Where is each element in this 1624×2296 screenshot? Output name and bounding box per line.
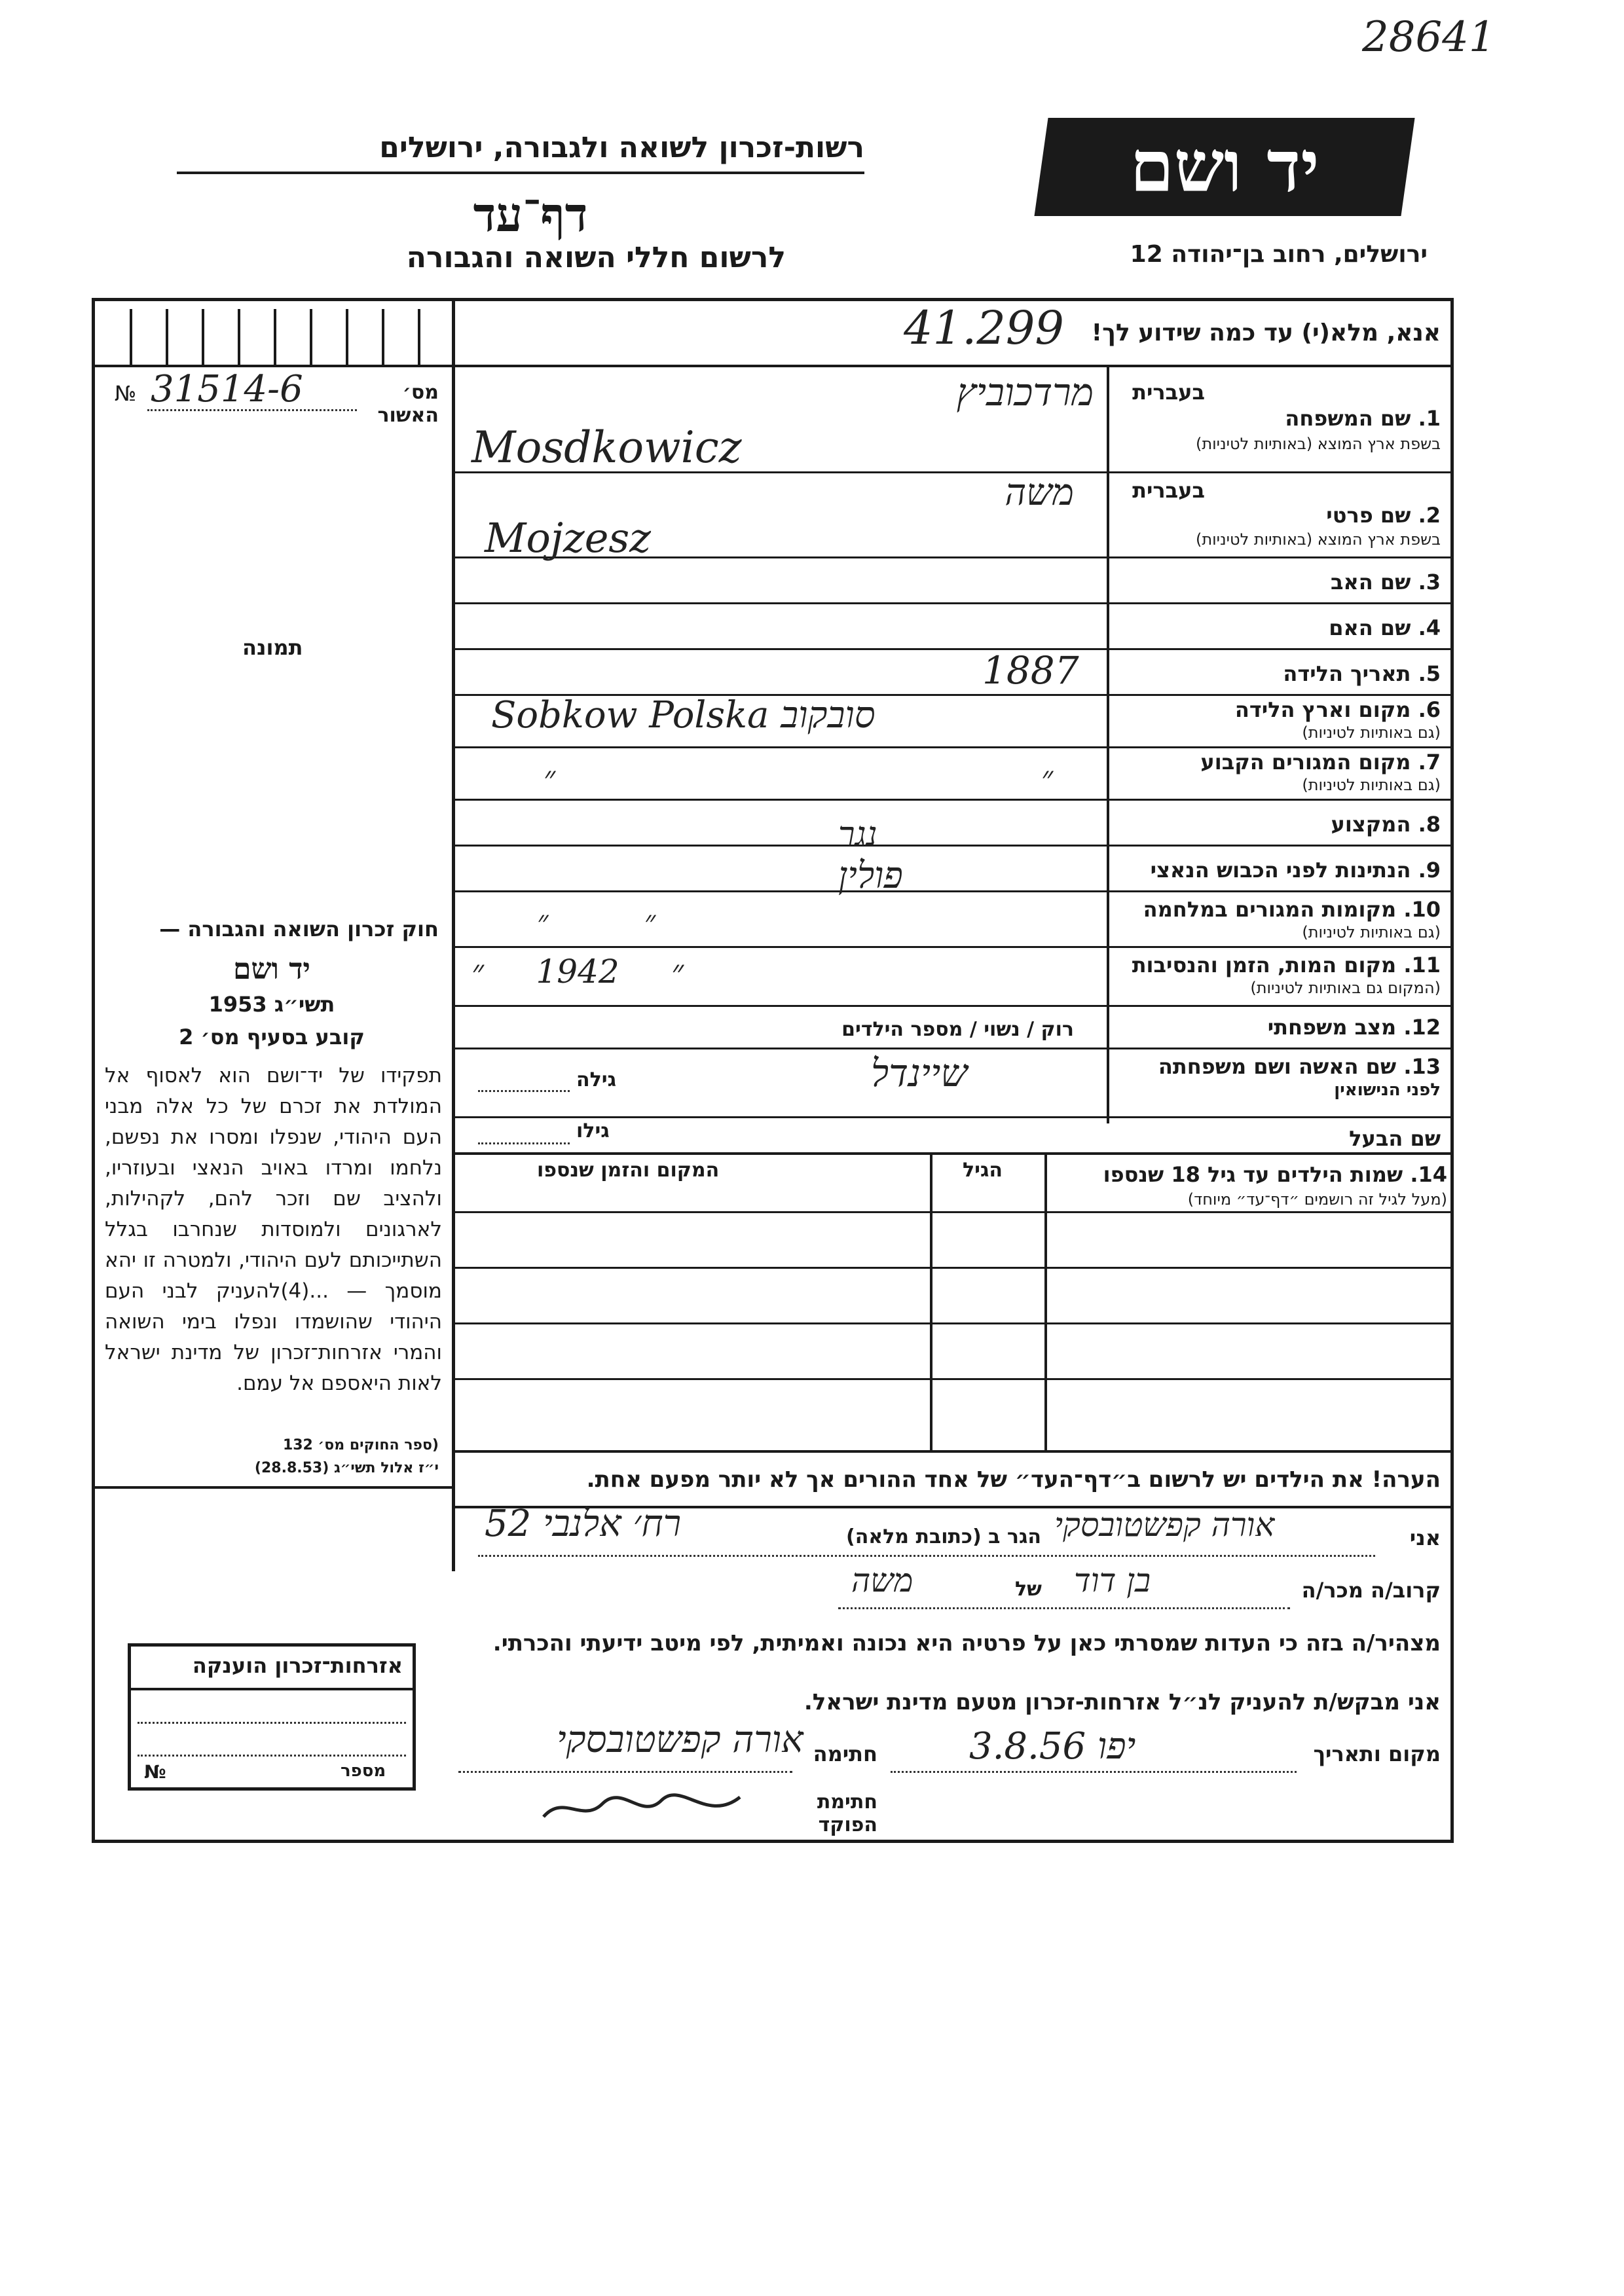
decl-line-2 [838, 1607, 1290, 1609]
official-signature [537, 1787, 747, 1827]
row-sep [455, 746, 1454, 748]
row-sep [455, 602, 1454, 604]
field-1-sub: בשפת ארץ המוצא (באותיות לטיניות) [1196, 435, 1441, 453]
field-6-text: מקום וארץ הלידה [1234, 697, 1411, 722]
place-date-line [891, 1771, 1297, 1773]
field-9-num: 9. [1418, 858, 1441, 883]
form-subtitle: לרשום חללי השואה והגבורה [406, 241, 786, 274]
index-boxes [95, 302, 452, 365]
archive-number: 28641 [1362, 13, 1496, 62]
field-2-text: שם פרטי [1326, 503, 1411, 528]
field-13-text: שם האשה ושם משפחתה [1158, 1054, 1397, 1079]
field-2-hebrew: משה [1005, 471, 1074, 514]
field-3-num: 3. [1418, 570, 1441, 594]
field-1-text: שם המשפחה [1285, 406, 1411, 431]
approval-value: 31514-6 [151, 368, 303, 410]
children-col-age: הגיל [963, 1159, 1003, 1182]
field-12-text: מצב משפחתי [1267, 1015, 1397, 1040]
field-13-age-label: גילה [576, 1068, 616, 1091]
field-11-num: 11. [1403, 953, 1441, 977]
left-column-divider [452, 298, 455, 1571]
field-9-value: פולין [838, 854, 903, 897]
row-sep [455, 648, 1454, 650]
children-col-div-1 [1044, 1154, 1047, 1451]
field-8-value: נגר [838, 815, 877, 854]
law-line-3: תשי״ג 1953 [208, 992, 335, 1017]
children-row [455, 1378, 1454, 1380]
field-1-lang: בעברית [1132, 380, 1205, 405]
field-2-lang: בעברית [1132, 478, 1205, 503]
field-10-label [1113, 897, 1441, 922]
field-8-label [1113, 812, 1441, 837]
top-row-bottom [92, 365, 1454, 367]
decl-name: אורה קפשטובסקי [1054, 1506, 1275, 1544]
decl-mid: הגר ב (כתובת מלאה) [845, 1525, 1041, 1548]
field-1-latin: Mosdkowicz [471, 422, 742, 473]
field-1-hebrew: מרדכוביץ [956, 370, 1094, 414]
law-footnote-2: י״ז אלול תשי״ג (28.8.53) [254, 1460, 439, 1476]
field-5-value: 1887 [982, 648, 1079, 693]
field-11-label [1113, 953, 1441, 977]
field-10-sub: (גם באותיות לטיניות) [1302, 923, 1441, 941]
row-sep [455, 845, 1454, 847]
field-4-num: 4. [1418, 615, 1441, 640]
field-10-num: 10. [1403, 897, 1441, 922]
row-sep [455, 799, 1454, 801]
field-12-label [1113, 1015, 1441, 1040]
children-col-div-2 [930, 1154, 932, 1451]
field-13-label [1113, 1054, 1441, 1079]
row-sep [455, 1152, 1454, 1155]
husband-age-line [478, 1142, 570, 1144]
label-column-divider [1107, 367, 1109, 1123]
field-8-text: המקצוע [1331, 812, 1411, 837]
husband-age-label: גילו [576, 1120, 610, 1142]
decl-rel-name: משה [851, 1561, 913, 1599]
official-signature-label: חתימת הפוקד [817, 1791, 877, 1836]
law-line-4: קובע בסעיף מס׳ 2 [179, 1025, 365, 1049]
field-13-value: שיינדל [871, 1051, 968, 1095]
decl-address: רח׳ אלנבי 52 [485, 1503, 682, 1545]
intro-prompt: אנא, מלא(י) עד כמה שידוע לך! [1091, 319, 1441, 346]
citizenship-line-2 [138, 1755, 406, 1757]
approval-prefix: № [115, 381, 137, 406]
field-7-num: 7. [1418, 750, 1441, 774]
field-4-text: שם האם [1329, 615, 1411, 640]
decl-line-1 [478, 1555, 1375, 1557]
logo-text: יד ושם [1130, 126, 1320, 208]
field-2-latin: Mojzesz [485, 514, 651, 562]
row-sep [455, 1048, 1454, 1049]
children-row [455, 1322, 1454, 1324]
field-1-num: 1. [1418, 406, 1441, 431]
field-8-num: 8. [1418, 812, 1441, 837]
law-line-1: חוק זכרון השואה והגבורה — [159, 917, 439, 941]
approval-label: מס׳ האשור [377, 381, 439, 427]
decl-label-2: קרוב/ה מכר/ה [1301, 1578, 1441, 1603]
field-7-sub: (גם באותיות לטיניות) [1302, 776, 1441, 794]
row-sep [455, 1005, 1454, 1007]
citizenship-number-label: מספר [341, 1761, 386, 1781]
field-13-age-line [478, 1090, 570, 1092]
field-5-text: תאריך הלידה [1283, 661, 1411, 686]
authority-name: רשות-זכרון לשואה ולגבורה, ירושלים [379, 131, 864, 164]
field-3-text: שם האב [1330, 570, 1411, 594]
decl-request: אני מבקש/ת להעניק לנ״ל אזרחות-זכרון מטעם מדינת ישראל. [803, 1689, 1441, 1715]
field-2-label [1113, 503, 1441, 528]
place-date-label: מקום ותאריך [1313, 1741, 1441, 1766]
row-sep [455, 946, 1454, 948]
field-6-value: Sobkow Polska סובקוב [491, 694, 876, 737]
field-2-num: 2. [1418, 503, 1441, 528]
photo-label: תמונה [242, 635, 303, 660]
field-10-value: ״ ״ [537, 903, 656, 939]
field-7-text: מקום המגורים הקבוע [1200, 750, 1411, 774]
citizenship-title-sep [128, 1688, 416, 1690]
law-body: תפקידו של יד־ושם הוא לאסוף אל המולדת את זכרם של כל אלה מבני העם היהודי, שנפלו ומסרו את נפשם, נלחמו ומרדו באויב הנאצי ובעוזריו, ולהציב שם וזכר להם, לקהילות, לארגונים ולמוסדות שנחרבו בגלל השתייכותם לעם היהודי, ולמטרה זו יהא מוסמך — ...(4)להעניק לבני העם היהודי שהושמדו ונפלו בימי השואה והמרי אזרחות־זכרון של מדינת ישראל לאות היאספם אל עמם. [105, 1064, 442, 1395]
children-row [455, 1267, 1454, 1269]
note: הערה! את הילדים יש לרשום ב״דף־העד״ של אחד ההורים אך לא יותר מפעם אחת. [586, 1467, 1441, 1493]
place-date-value: יפו 3.8.56 [969, 1725, 1136, 1768]
children-label: 14. שמות הילדים עד גיל 18 שנספו [1103, 1162, 1447, 1187]
row-sep [455, 1116, 1454, 1118]
signature-line [458, 1771, 792, 1773]
children-col-place: המקום והזמן שנספו [537, 1159, 720, 1182]
field-6-sub: (גם באותיות לטיניות) [1302, 723, 1441, 742]
field-2-sub: בשפת ארץ המוצא (באותיות לטיניות) [1196, 530, 1441, 549]
address: ירושלים, רחוב בן־יהודה 12 [1130, 241, 1428, 268]
authority-underline [177, 172, 864, 174]
field-9-label [1113, 858, 1441, 883]
form-title: דף־עד [473, 187, 588, 242]
field-10-text: מקומות המגורים במלחמה [1143, 897, 1397, 922]
decl-of: של [1015, 1578, 1042, 1601]
field-6-label [1113, 697, 1441, 722]
children-row [455, 1211, 1454, 1213]
yad-vashem-logo [1034, 118, 1414, 216]
row-sep [455, 890, 1454, 892]
field-6-num: 6. [1418, 697, 1441, 722]
field-7-value-2: ״ [1041, 759, 1054, 796]
children-sub: (מעל לגיל זה רושמים ״דף־עד״ מיוחד) [1187, 1190, 1447, 1209]
decl-relation: בן דוד [1074, 1561, 1151, 1599]
approval-line [147, 409, 357, 411]
husband-label: שם הבעל [1349, 1126, 1441, 1151]
citizenship-title: אזרחות־זכרון הוענקה [192, 1653, 403, 1678]
field-9-text: הנתינות לפני הכבוש הנאצי [1150, 858, 1411, 883]
field-11-value: ״ 1942 ״ [471, 953, 684, 991]
field-1-label [1113, 406, 1441, 431]
field-5-label [1113, 661, 1441, 686]
field-3-label [1113, 570, 1441, 594]
field-7-label [1113, 750, 1441, 774]
law-line-2: יד ושם [233, 953, 310, 986]
law-box-bottom [92, 1486, 455, 1489]
citizenship-number-prefix: № [144, 1761, 166, 1783]
decl-label-1: אני [1409, 1525, 1441, 1550]
field-7-value: ״ [544, 759, 556, 796]
field-13-sub: לפני הנישואין [1334, 1080, 1441, 1100]
field-13-num: 13. [1403, 1054, 1441, 1079]
decl-statement: מצהיר/ה בזה כי העדות שמסרתי כאן על פרטיה היא נכונה ואמיתית, לפי מיטב ידיעתי והכרתי. [492, 1630, 1441, 1656]
children-row [455, 1450, 1454, 1453]
field-4-label [1113, 615, 1441, 640]
field-11-text: מקום המות, הזמן והנסיבות [1132, 953, 1397, 977]
intro-number: 41.299 [904, 301, 1064, 355]
signature-label: חתימה [813, 1741, 877, 1766]
signature: אורה קפשטובסקי [557, 1719, 803, 1761]
field-5-num: 5. [1418, 661, 1441, 686]
law-footnote-1: (ספר החוקים מס׳ 132 [282, 1437, 439, 1453]
field-12-num: 12. [1403, 1015, 1441, 1040]
field-11-sub: (המקום גם באותיות לטיניות) [1250, 979, 1441, 997]
field-12-value: רוק / נשוי / מספר הילדים [841, 1018, 1074, 1041]
citizenship-line-1 [138, 1722, 406, 1724]
